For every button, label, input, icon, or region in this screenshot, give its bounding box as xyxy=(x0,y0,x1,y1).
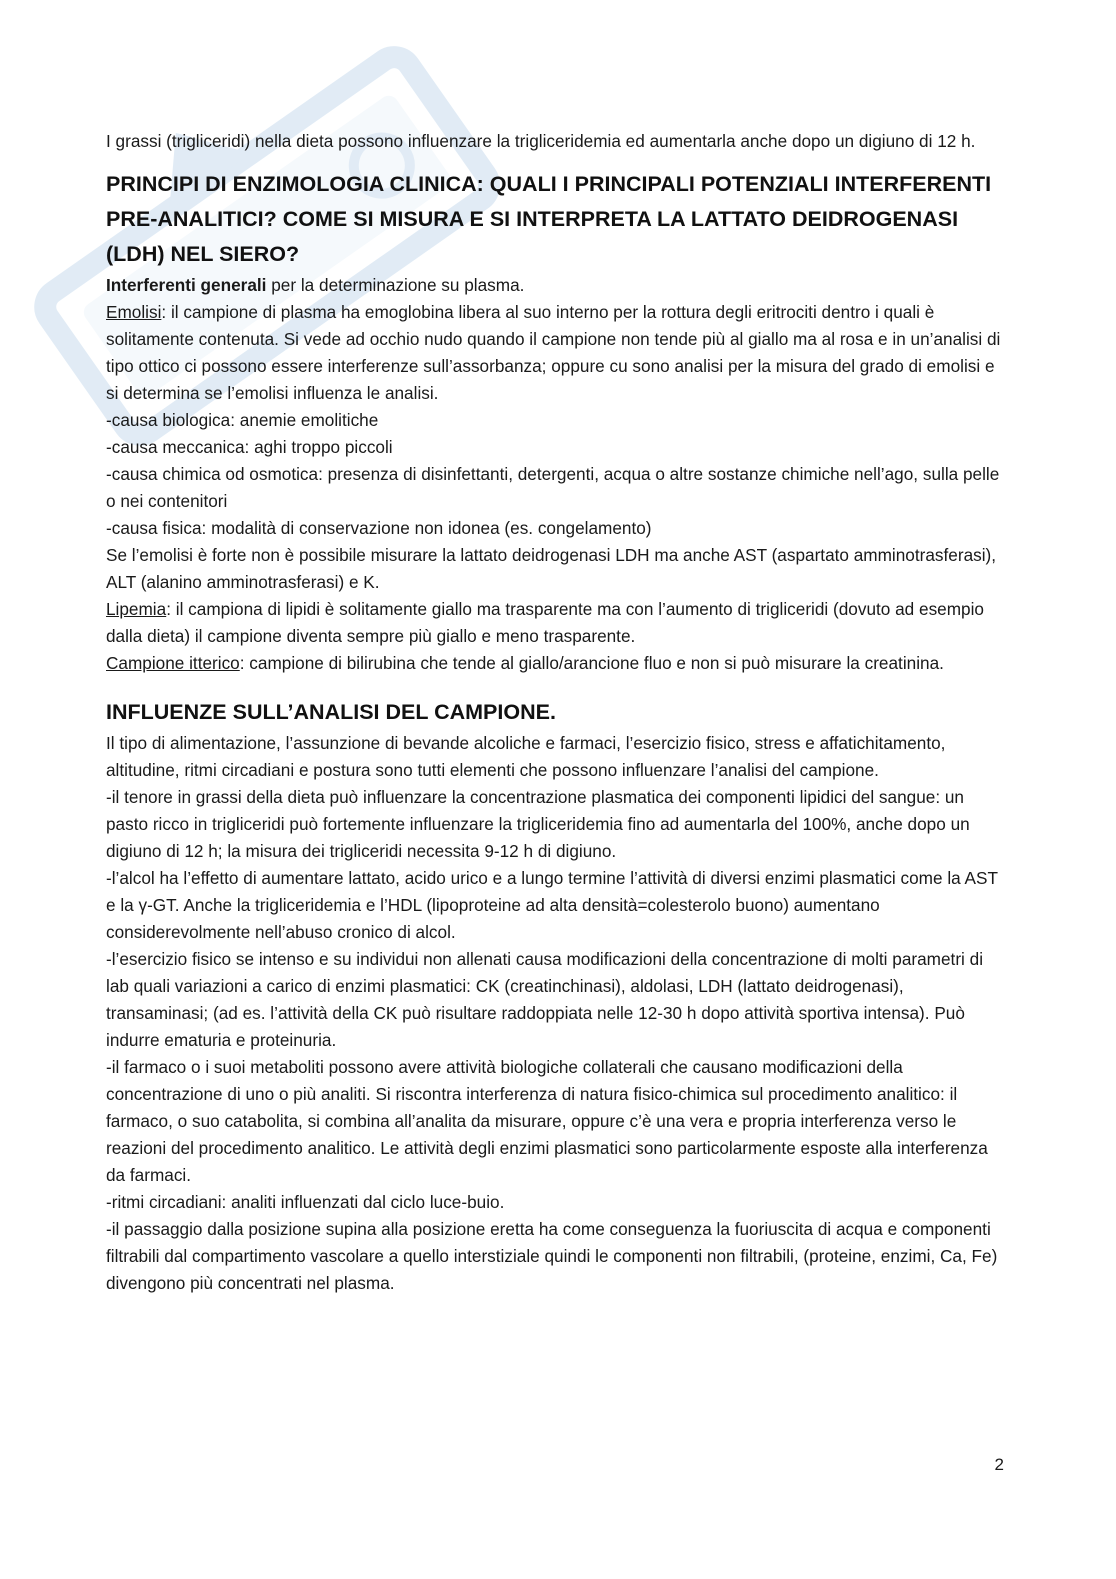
intro-paragraph: I grassi (trigliceridi) nella dieta possono influenzare la trigliceridemia ed aumentarla anche dopo un digiuno di 12 h. xyxy=(106,131,976,151)
lipemia-label: Lipemia xyxy=(106,599,167,619)
lipemia-paragraph xyxy=(106,596,1006,650)
emolisi-paragraph xyxy=(106,299,1006,407)
influenze-paragraph: -il tenore in grassi della dieta può influenzare la concentrazione plasmatica dei componenti lipidici del sangue: un pasto ricco in trigliceridi può fortemente influenzare la trigliceridemia fino ad aumentarla del 100%, anche dopo un digiuno di 12 h; la misura dei trigliceridi necessita 9-12 h di digiuno. xyxy=(106,787,970,861)
influenze-paragraph: -l’alcol ha l’effetto di aumentare lattato, acido urico e a lungo termine l’attività di diversi enzimi plasmatici come la AST e la γ-GT. Anche la trigliceridemia e l’HDL (lipoproteine ad alta densità=colesterolo buono) aumentano considerevolmente nell’abuso cronico di alcol. xyxy=(106,868,998,942)
emolisi-note: Se l’emolisi è forte non è possibile misurare la lattato deidrogenasi LDH ma anche AST (aspartato amminotrasferasi), ALT (alanino amminotrasferasi) e K. xyxy=(106,545,997,592)
influenze-paragraph: -l’esercizio fisico se intenso e su individui non allenati causa modificazioni della concentrazione di molti parametri di lab quali variazioni a carico di enzimi plasmatici: CK (creatinchinasi), aldolasi, LDH (lattato deidrogenasi), transaminasi; (ad es. l’attività della CK può risultare raddoppiata nelle 12-30 h dopo attività sportiva intensa). Può indurre ematuria e proteinuria. xyxy=(106,949,984,1050)
itterico-text: : campione di bilirubina che tende al giallo/arancione fluo e non si può misurare la creatinina. xyxy=(239,653,944,673)
influenze-paragraph: -ritmi circadiani: analiti influenzati dal ciclo luce-buio. xyxy=(106,1192,505,1212)
lipemia-text: : il campiona di lipidi è solitamente giallo ma trasparente ma con l’aumento di trigliceridi (dovuto ad esempio dalla dieta) il campione diventa sempre più giallo e meno trasparente. xyxy=(106,599,984,646)
cause-item: -causa biologica: anemie emolitiche xyxy=(106,410,379,430)
section-heading-enzimologia: PRINCIPI DI ENZIMOLOGIA CLINICA: QUALI I PRINCIPALI POTENZIALI INTERFERENTI PRE-ANALITICI? COME SI MISURA E SI INTERPRETA LA LATTATO DEIDROGENASI (LDH) NEL SIERO? xyxy=(106,172,992,266)
influenze-paragraph: -il passaggio dalla posizione supina alla posizione eretta ha come conseguenza la fuoriuscita di acqua e componenti filtrabili dal compartimento vascolare a quello interstiziale quindi le componenti non filtrabili, (proteine, enzimi, Ca, Fe) divengono più concentrati nel plasma. xyxy=(106,1219,998,1293)
emolisi-text: : il campione di plasma ha emoglobina libera al suo interno per la rottura degli eritrociti dentro i quali è solitamente contenuta. Si vede ad occhio nudo quando il campione non tende più al giallo ma al rosa e in un’analisi di tipo ottico ci possono essere interferenze sull’assorbanza; oppure cu sono analisi per la misura del grado di emolisi e si determina se l’emolisi influenza le analisi. xyxy=(106,302,1001,403)
page-number: 2 xyxy=(994,1455,1004,1474)
influenze-paragraph: -il farmaco o i suoi metaboliti possono avere attività biologiche collaterali che causano modificazioni della concentrazione di uno o più analiti. Si riscontra interferenza di natura fisico-chimica sul procedimento analitico: il farmaco, o suo catabolita, si combina all’analita da misurare, oppure c’è una vera e propria interferenza verso le reazioni del procedimento analitico. Le attività degli enzimi plasmatici sono particolarmente esposte alla interferenza da farmaci. xyxy=(106,1057,988,1185)
cause-item: -causa fisica: modalità di conservazione non idonea (es. congelamento) xyxy=(106,518,652,538)
influenze-paragraph: Il tipo di alimentazione, l’assunzione di bevande alcoliche e farmaci, l’esercizio fisico, stress e affatichitamento, altitudine, ritmi circadiani e postura sono tutti elementi che possono influenzare l’analisi del campione. xyxy=(106,733,946,780)
itterico-paragraph xyxy=(106,650,1006,677)
section-heading-influenze: INFLUENZE SULL’ANALISI DEL CAMPIONE. xyxy=(106,700,556,724)
interferenti-lead-bold: Interferenti generali xyxy=(106,275,267,295)
itterico-label: Campione itterico xyxy=(106,653,240,673)
document-body xyxy=(106,128,1006,1297)
cause-item: -causa chimica od osmotica: presenza di disinfettanti, detergenti, acqua o altre sostanze chimiche nell’ago, sulla pelle o nei contenitori xyxy=(106,464,1000,511)
interferenti-lead xyxy=(106,272,1006,299)
emolisi-label: Emolisi xyxy=(106,302,162,322)
cause-item: -causa meccanica: aghi troppo piccoli xyxy=(106,437,393,457)
interferenti-lead-rest: per la determinazione su plasma. xyxy=(266,275,525,295)
